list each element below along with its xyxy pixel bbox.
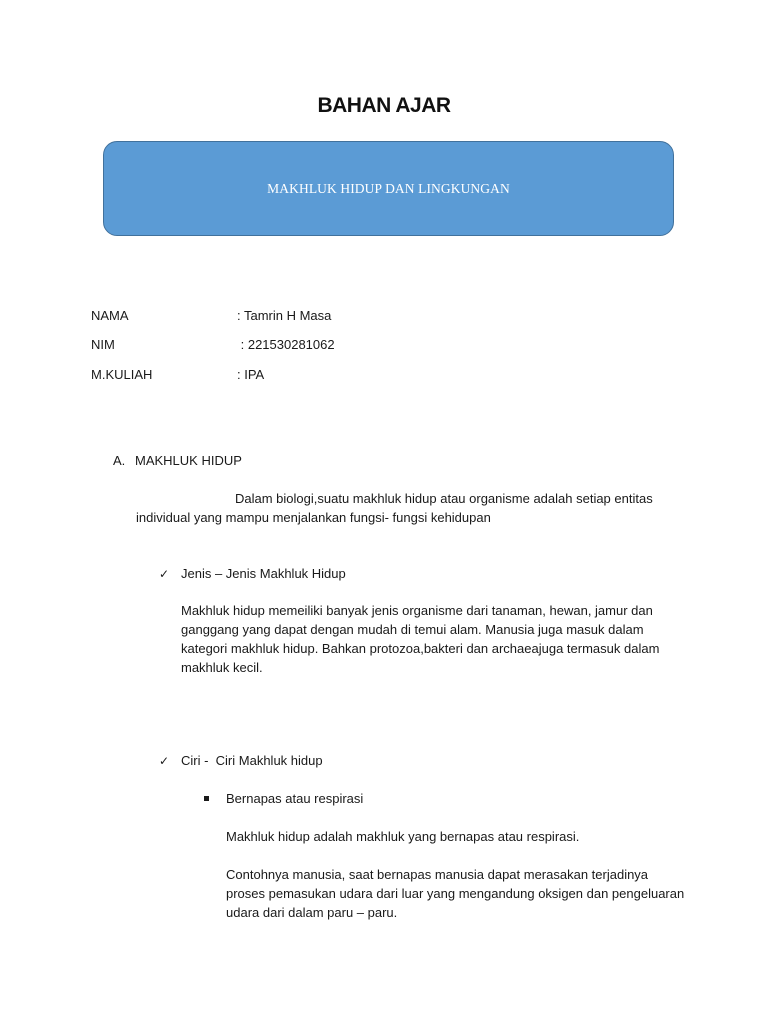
info-label: M.KULIAH bbox=[91, 367, 153, 382]
jenis-paragraph: Makhluk hidup memeiliki banyak jenis organisme dari tanaman, hewan, jamur dan ganggang yang dapat dengan mudah di temui alam. Manusia juga masuk dalam kategori makhluk hidup. Bahkan protozoa,bakteri dan archaeajuga termasuk dalam makhluk kecil. bbox=[181, 603, 660, 675]
paragraph-text: Dalam biologi,suatu makhluk hidup atau organisme adalah setiap entitas individual yang mampu menjalankan fungsi- fungsi kehidupan bbox=[136, 491, 653, 525]
section-heading-text: MAKHLUK HIDUP bbox=[135, 453, 242, 468]
document-title: BAHAN AJAR bbox=[317, 94, 451, 117]
square-bullet-icon bbox=[204, 796, 209, 801]
info-label: NAMA bbox=[91, 308, 129, 323]
info-label: NIM bbox=[91, 337, 115, 352]
title-banner bbox=[103, 141, 674, 236]
info-value: : Tamrin H Masa bbox=[237, 308, 332, 323]
info-value: : 221530281062 bbox=[237, 337, 335, 352]
section-a-heading bbox=[113, 452, 242, 470]
jenis-heading-text: Jenis – Jenis Makhluk Hidup bbox=[181, 566, 346, 581]
ciri-bullet-text: Bernapas atau respirasi bbox=[226, 791, 364, 806]
info-value: : IPA bbox=[237, 367, 265, 382]
banner-text: MAKHLUK HIDUP DAN LINGKUNGAN bbox=[267, 180, 510, 196]
section-marker: A. bbox=[113, 453, 126, 468]
checkmark-icon: ✓ bbox=[159, 754, 170, 768]
section-a-paragraph bbox=[136, 489, 676, 527]
jenis-heading bbox=[159, 565, 346, 583]
ciri-heading bbox=[159, 752, 323, 770]
ciri-paragraph-1: Makhluk hidup adalah makhluk yang bernapas atau respirasi. bbox=[226, 829, 580, 844]
checkmark-icon: ✓ bbox=[159, 567, 170, 581]
ciri-bullet bbox=[204, 790, 363, 808]
ciri-heading-text: Ciri - Ciri Makhluk hidup bbox=[181, 753, 323, 768]
ciri-paragraph-2: Contohnya manusia, saat bernapas manusia dapat merasakan terjadinya proses pemasukan udara dari luar yang mengandung oksigen dan pengeluaran udara dari dalam paru – paru. bbox=[226, 867, 685, 920]
